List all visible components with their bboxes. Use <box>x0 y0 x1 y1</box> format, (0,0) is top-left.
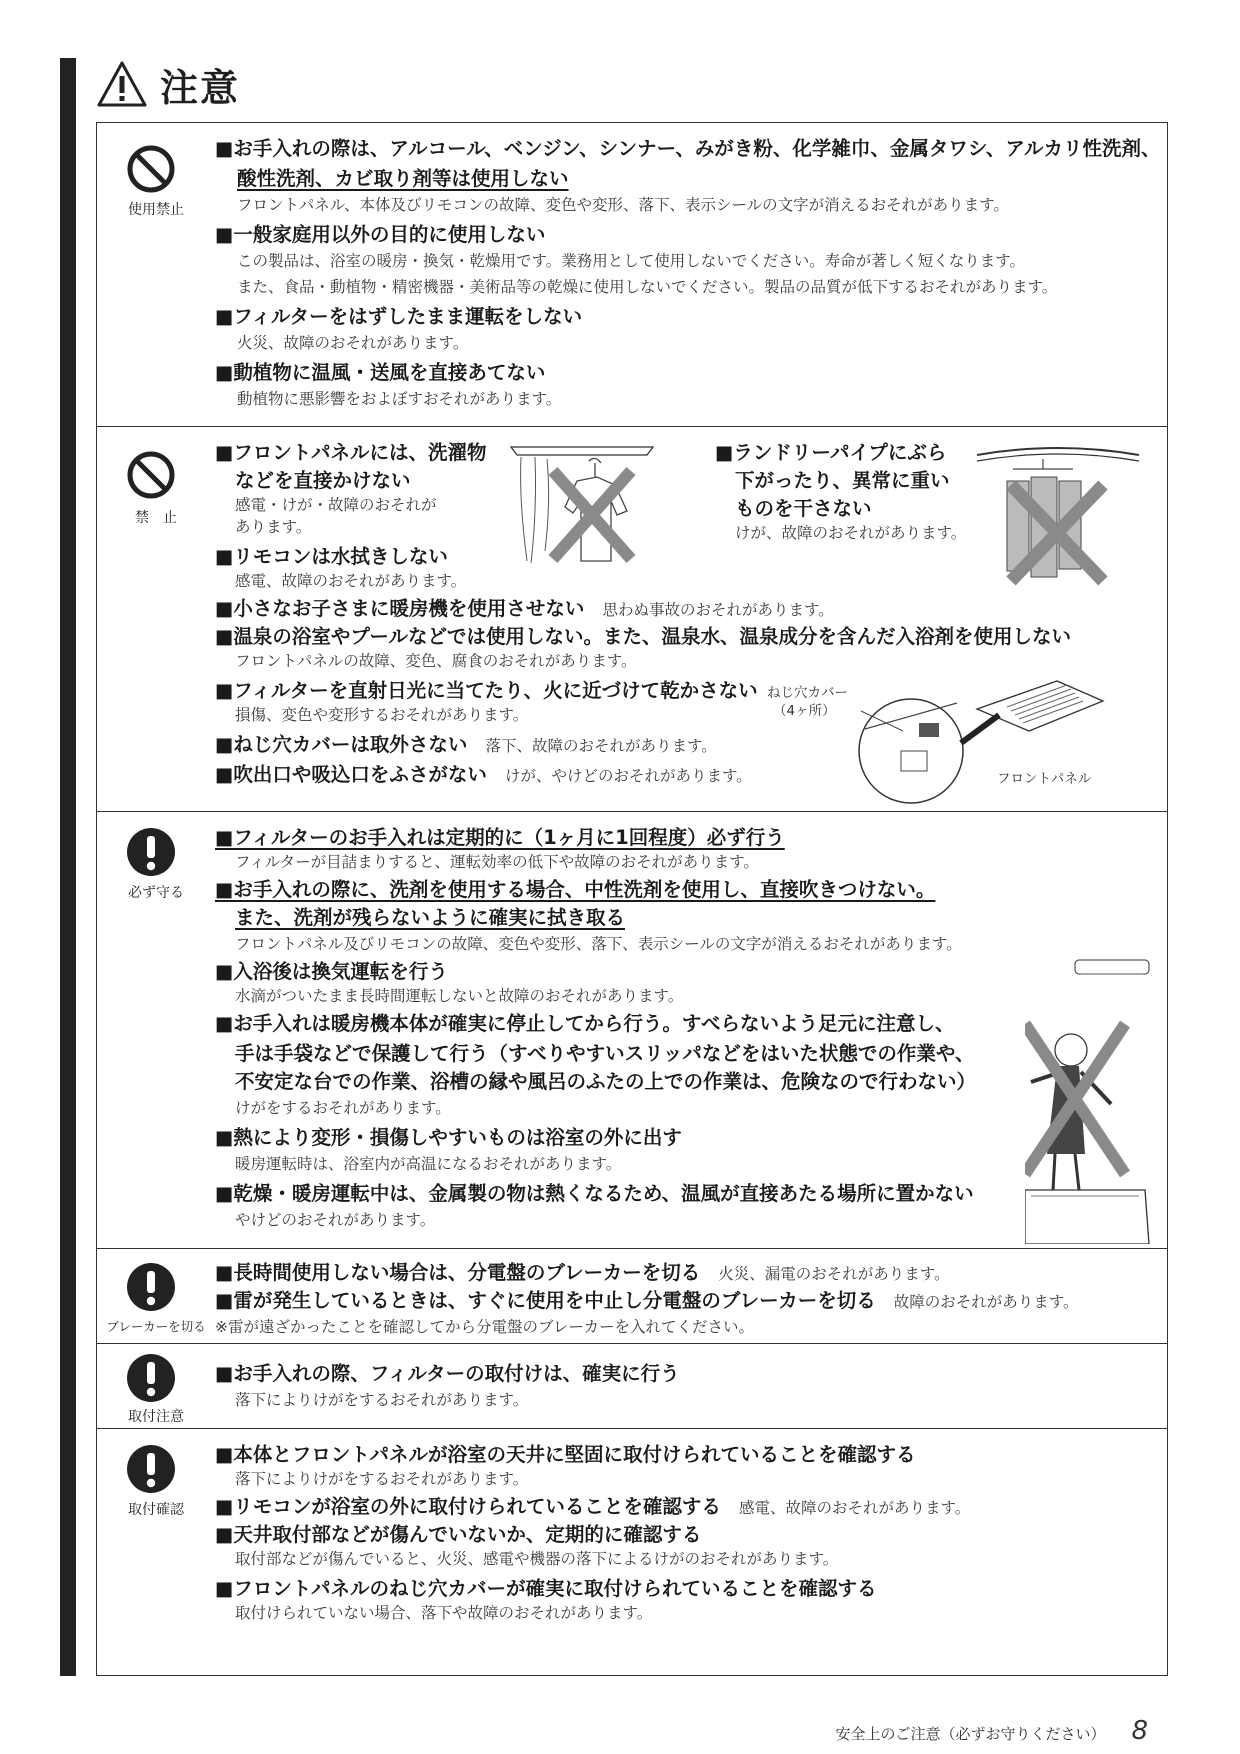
heading-children-text: ■小さなお子さまに暖房機を使用させない <box>215 597 585 620</box>
heading-no-block-vents-text: ■吹出口や吸込口をふさがない <box>215 763 487 786</box>
heading-unstable-footing: 不安定な台での作業、浴槽の縁や風呂のふたの上での作業は、危険なので行わない） <box>235 1070 977 1093</box>
heading-no-wet-wipe-remote: ■リモコンは水拭きしない <box>215 545 448 568</box>
note-screw-cover-fall: 取付けられていない場合、落下や故障のおそれがあります。 <box>235 1604 653 1622</box>
prohibition-icon <box>125 143 177 195</box>
note-leakage: 火災、漏電のおそれがあります。 <box>718 1265 950 1283</box>
note-clogging: フィルターが目詰まりすると、運転効率の低下や故障のおそれがあります。 <box>235 853 759 871</box>
page-footer <box>835 1716 1148 1746</box>
note-injury: けがをするおそれがあります。 <box>235 1099 451 1117</box>
laundry-pipe-illustration <box>973 441 1143 591</box>
heading-filter-required: ■フィルターをはずしたまま運転をしない <box>215 305 583 328</box>
note-fall-injury: 落下によりけがをするおそれがあります。 <box>235 1470 529 1488</box>
icon-label: 禁 止 <box>135 510 177 526</box>
page-title: 注意 <box>160 65 241 110</box>
prohibition-icon <box>125 449 177 501</box>
icon-label: 必ず守る <box>128 885 184 901</box>
note-plants-animals: 動植物に悪影響をおよぼすおそれがあります。 <box>237 390 562 408</box>
heading-household-only: ■一般家庭用以外の目的に使用しない <box>215 223 546 246</box>
heading-no-chemicals: ■お手入れの際は、アルコール、ベンジン、シンナー、みがき粉、化学雑巾、金属タワシ、アルカリ性洗剤、 <box>215 137 1161 160</box>
heading-neutral-detergent: ■お手入れの際に、洗剤を使用する場合、中性洗剤を使用し、直接吹きつけない。 <box>215 878 936 901</box>
heading-ceiling-secure: ■本体とフロントパネルが浴室の天井に堅固に取付けられていることを確認する <box>215 1443 916 1466</box>
heading-filter-cleaning: ■フィルターのお手入れは定期的に（1ヶ月に1回程度）必ず行う <box>215 826 785 849</box>
heading-remove-heat-sensitive: ■熱により変形・損傷しやすいものは浴室の外に出す <box>215 1126 682 1149</box>
section-prohibited <box>97 426 1167 811</box>
note-water-drops: 水滴がついたまま長時間運転しないと故障のおそれがあります。 <box>235 987 684 1005</box>
section-must-follow <box>97 811 1167 1248</box>
heading-screw-cover-text: ■ねじ穴カバーは取外さない <box>215 733 468 756</box>
heading-stop-before-cleaning: ■お手入れは暖房機本体が確実に停止してから行う。すべらないよう足元に注意し、 <box>215 1012 955 1035</box>
note-fall-injury: 落下によりけがをするおそれがあります。 <box>235 1391 529 1409</box>
caption-screw-cover: ねじ穴カバー <box>767 685 848 701</box>
note-corrosion: フロントパネルの故障、変色、腐食のおそれがあります。 <box>235 652 637 670</box>
heading-no-hanging-pipe: ■ランドリーパイプにぶら <box>715 441 947 464</box>
icon-label: 使用禁止 <box>128 202 184 218</box>
exclamation-icon <box>125 1261 177 1313</box>
caption-4-places: （4ヶ所） <box>773 703 836 719</box>
heading-metal-objects: ■乾燥・暖房運転中は、金属製の物は熱くなるため、温風が直接あたる場所に置かない <box>215 1182 974 1205</box>
heading-no-laundry-cont: などを直接かけない <box>235 469 411 492</box>
note-high-temp: 暖房運転時は、浴室内が高温になるおそれがあります。 <box>235 1155 622 1173</box>
heading-gloves: 手は手袋などで保護して行う（すべりやすいスリッパなどをはいた状態での作業や、 <box>235 1042 975 1065</box>
heading-remote-outside <box>215 1491 970 1519</box>
heading-no-block-vents <box>215 759 752 787</box>
front-panel-illustration <box>857 673 1107 813</box>
heading-remote-outside-text: ■リモコンが浴室の外に取付けられていることを確認する <box>215 1495 721 1518</box>
heading-thunder <box>215 1285 1079 1313</box>
heading-breaker-long-unused <box>215 1257 950 1285</box>
note-injury-failure: けが、故障のおそれがあります。 <box>735 524 967 542</box>
section-install-caution <box>97 1343 1167 1428</box>
icon-label: 取付確認 <box>128 1502 184 1518</box>
heading-no-hot-spring: ■温泉の浴室やプールなどでは使用しない。また、温泉水、温泉成分を含んだ入浴剤を使用しない <box>215 625 1071 648</box>
note-drying: また、食品・動植物・精密機器・美術品等の乾燥に使用しないでください。製品の品質が低下するおそれがあります。 <box>237 278 1058 296</box>
note-remote-shock: 感電、故障のおそれがあります。 <box>738 1499 971 1517</box>
note-shock-risk: 感電・けが・故障のおそれが <box>235 496 437 514</box>
note-damage-detergent: フロントパネル及びリモコンの故障、変色や変形、落下、表示シールの文字が消えるおそれがあります。 <box>235 935 962 953</box>
note-purpose: この製品は、浴室の暖房・換気・乾燥用です。業務用として使用しないでください。寿命が著しく短くなります。 <box>237 252 1026 270</box>
note-mount-damage: 取付部などが傷んでいると、火災、感電や機器の落下によるけがのおそれがあります。 <box>235 1550 839 1568</box>
footer-caption: 安全上のご注意（必ずお守りください） <box>835 1725 1106 1743</box>
heading-no-hanging-cont1: 下がったり、異常に重い <box>735 469 950 492</box>
heading-screw-cover-check: ■フロントパネルのねじ穴カバーが確実に取付けられていることを確認する <box>215 1577 877 1600</box>
icon-label: 取付注意 <box>128 1409 184 1425</box>
note-damage-risk: フロントパネル、本体及びリモコンの故障、変色や変形、落下、表示シールの文字が消えるおそれがあります。 <box>237 196 1009 214</box>
heading-no-laundry-on-panel: ■フロントパネルには、洗濯物 <box>215 441 487 464</box>
heading-ventilate-after-bath: ■入浴後は換気運転を行う <box>215 960 448 983</box>
caption-front-panel: フロントパネル <box>997 771 1092 787</box>
page-number: 8 <box>1131 1716 1148 1746</box>
note-vents: けが、やけどのおそれがあります。 <box>504 767 752 785</box>
heading-thunder-text: ■雷が発生しているときは、すぐに使用を中止し分電盤のブレーカーを切る <box>215 1289 876 1312</box>
laundry-on-panel-illustration <box>507 441 657 573</box>
icon-label: ブレーカーを切る <box>106 1319 206 1334</box>
section-breaker <box>97 1248 1167 1343</box>
note-thunder-failure: 故障のおそれがあります。 <box>893 1293 1079 1311</box>
note-burns: やけどのおそれがあります。 <box>235 1211 436 1229</box>
left-margin-bar <box>60 58 76 1676</box>
exclamation-icon <box>125 1352 177 1404</box>
heading-no-hanging-cont2: ものを干さない <box>735 497 872 520</box>
unsafe-footing-illustration <box>1025 954 1165 1244</box>
note-children: 思わぬ事故のおそれがあります。 <box>602 601 834 619</box>
note-shock-risk-cont: あります。 <box>235 518 312 536</box>
heading-wipe-detergent: また、洗剤が残らないように確実に拭き取る <box>235 906 626 929</box>
heading-screw-cover <box>215 729 717 757</box>
heading-no-chemicals-cont: 酸性洗剤、カビ取り剤等は使用しない <box>237 167 569 190</box>
heading-children <box>215 593 834 621</box>
heading-filter-drying: ■フィルターを直射日光に当てたり、火に近づけて乾かさない <box>215 679 758 702</box>
note-deformation: 損傷、変色や変形するおそれがあります。 <box>235 706 529 724</box>
note-shock-failure: 感電、故障のおそれがあります。 <box>235 572 467 590</box>
heading-filter-attach: ■お手入れの際、フィルターの取付けは、確実に行う <box>215 1362 680 1385</box>
warning-triangle-icon <box>96 60 148 108</box>
section-install-check <box>97 1428 1167 1677</box>
heading-breaker-text: ■長時間使用しない場合は、分電盤のブレーカーを切る <box>215 1261 701 1284</box>
heading-inspect-mount: ■天井取付部などが傷んでいないか、定期的に確認する <box>215 1523 702 1546</box>
note-thunder-reset: ※雷が遠ざかったことを確認してから分電盤のブレーカーを入れてください。 <box>215 1318 755 1336</box>
note-screw-cover: 落下、故障のおそれがあります。 <box>485 737 717 755</box>
heading-no-direct-air: ■動植物に温風・送風を直接あてない <box>215 361 546 384</box>
caution-frame <box>96 122 1168 1676</box>
exclamation-icon <box>125 1443 177 1495</box>
section-prohibited-use <box>97 123 1167 426</box>
page-header <box>96 58 240 110</box>
exclamation-icon <box>125 826 177 878</box>
note-fire-risk: 火災、故障のおそれがあります。 <box>237 334 469 352</box>
